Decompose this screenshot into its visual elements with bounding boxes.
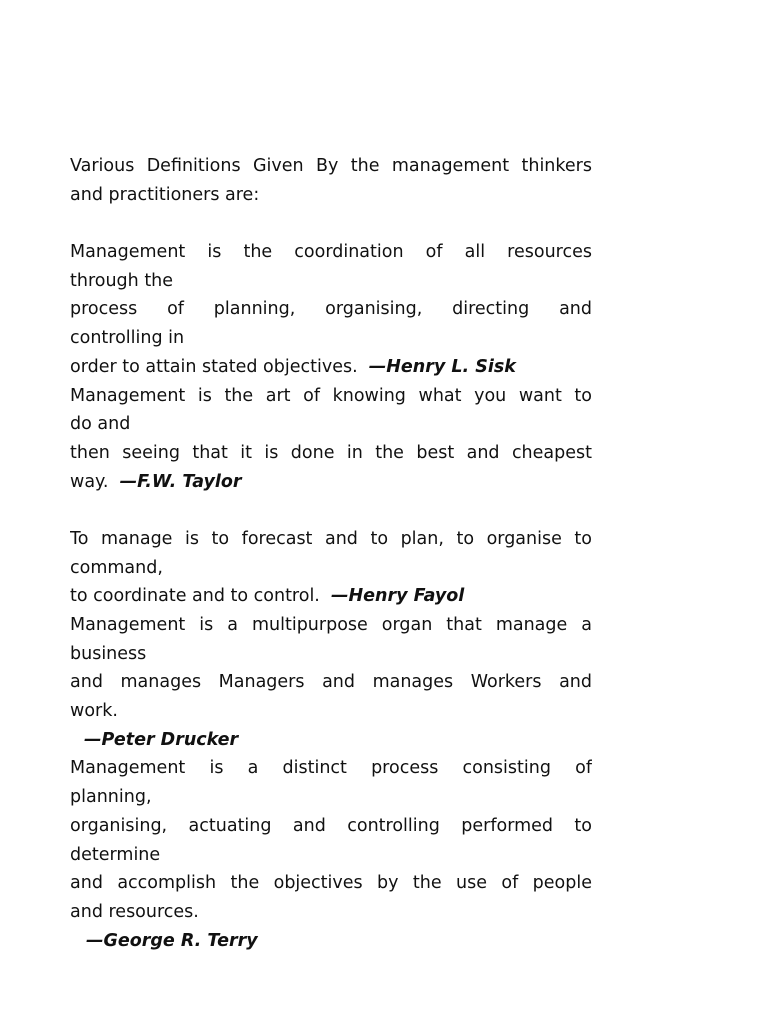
definition-line: and manages Managers and manages Workers and — [70, 672, 592, 693]
definition-line: and accomplish the objectives by the use of people — [70, 873, 592, 894]
definition-line: through the — [70, 270, 174, 291]
definition-fayol — [70, 525, 592, 611]
blank-line — [70, 209, 592, 238]
definition-text: to coordinate and to control. — [70, 586, 320, 607]
definition-line: planning, — [70, 787, 152, 808]
definition-line: command, — [70, 557, 163, 578]
intro-line-2: and practitioners are: — [70, 184, 260, 205]
definition-line: Management is a multipurpose organ that manage a — [70, 615, 592, 635]
definition-line: Management is a distinct process consisting of — [70, 758, 592, 779]
definition-taylor — [70, 382, 592, 497]
author-line — [70, 927, 592, 956]
definition-text: order to attain stated objectives. — [70, 356, 358, 377]
definition-terry — [70, 754, 592, 955]
intro-line-1: Various Definitions Given By the management thinkers — [70, 156, 592, 176]
definition-line: organising, actuating and controlling performed to — [70, 815, 592, 836]
definition-line: controlling in — [70, 328, 185, 349]
definition-line: Management is the coordination of all resources — [70, 242, 592, 263]
author-attribution: —George R. Terry — [86, 930, 258, 951]
author-attribution: —Henry Fayol — [331, 586, 465, 607]
author-attribution: —Peter Drucker — [84, 729, 239, 750]
author-attribution: —Henry L. Sisk — [368, 356, 516, 377]
document-page — [70, 152, 592, 955]
blank-line — [70, 496, 592, 525]
definition-line: Management is the art of knowing what you want to — [70, 385, 592, 406]
definition-line: work. — [70, 701, 118, 722]
definition-text: way. — [70, 471, 109, 492]
definition-line: then seeing that it is done in the best and cheapest — [70, 442, 592, 463]
definition-line: determine — [70, 844, 161, 865]
definition-line — [70, 468, 592, 497]
author-line — [70, 726, 592, 755]
definition-sisk — [70, 238, 592, 381]
definition-line — [70, 353, 592, 382]
definition-line — [70, 582, 592, 611]
definition-drucker — [70, 611, 592, 754]
definition-line: process of planning, organising, directing and — [70, 299, 592, 320]
author-attribution: —F.W. Taylor — [119, 471, 242, 492]
definition-line: do and — [70, 414, 131, 435]
definition-line: To manage is to forecast and to plan, to organise to — [70, 528, 592, 549]
definition-line: business — [70, 643, 147, 664]
definition-line: and resources. — [70, 901, 199, 922]
